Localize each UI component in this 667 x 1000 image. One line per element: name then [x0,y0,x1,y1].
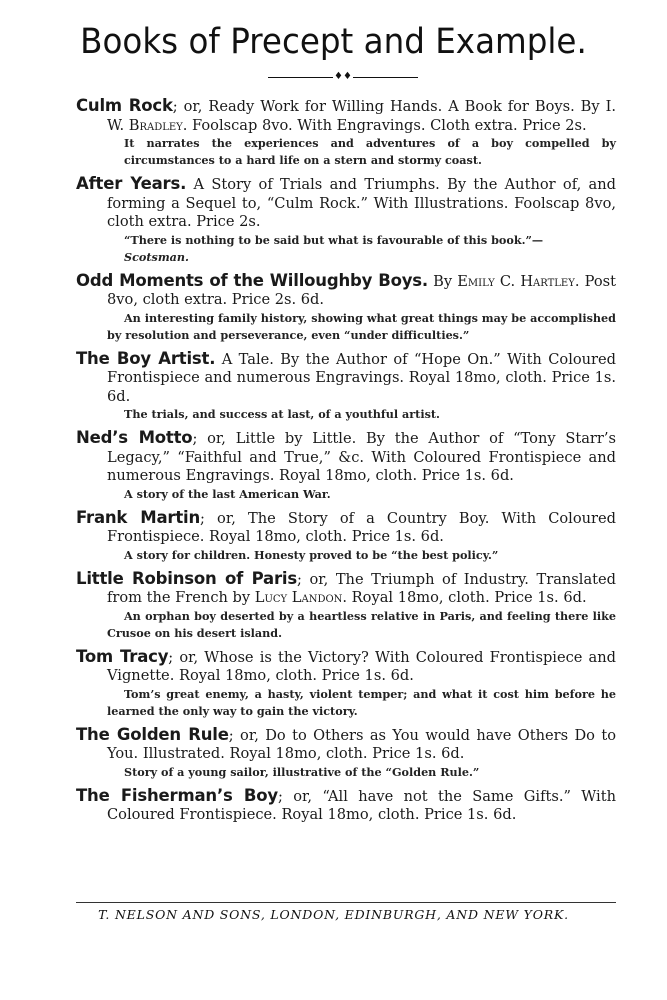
book-title: After Years. [76,174,187,193]
book-description: After Years. A Story of Trials and Triumphs. By the Author of, and forming a Sequel to, “Culm Rock.” With Illustrations. Foolscap 8vo, cloth extra. Price 2s. [76,174,616,230]
book-entry [76,272,616,344]
book-entry [76,787,616,825]
review-source: Scotsman. [124,249,189,264]
book-title: Odd Moments of the Willoughby Boys. [76,270,428,290]
book-description: Tom Tracy; or, Whose is the Victory? With Coloured Frontispiece and Vignette. Royal 18mo, cloth. Price 1s. 6d. [76,646,616,684]
book-title: The Golden Rule [76,724,229,744]
publisher-imprint: T. NELSON AND SONS, LONDON, EDINBURGH, AND NEW YORK. [98,907,569,922]
book-title: Ned’s Motto [76,428,193,447]
book-title: The Boy Artist. [76,348,216,368]
book-note: A story of the last American War. [124,486,331,501]
book-title: Culm Rock [76,96,173,115]
book-entry [76,509,616,564]
book-author: Bradley [128,116,183,134]
book-description: Frank Martin; or, The Story of a Country Boy. With Coloured Frontispiece. Royal 18mo, cloth. Price 1s. 6d. [76,507,616,545]
book-description: The Golden Rule; or, Do to Others as You would have Others Do to You. Illustrated. Royal 18mo, cloth. Price 1s. 6d. [76,724,616,762]
book-description: Ned’s Motto; or, Little by Little. By the Author of “Tony Starr’s Legacy,” “Faithful and True,” &c. With Coloured Frontispiece and numerous Engravings. Royal 18mo, cloth. Price 1s. 6d. [76,428,616,484]
book-title: Tom Tracy [76,646,169,666]
book-author: Lucy Landon [254,589,343,606]
book-note: It narrates the experiences and adventures of a boy compelled by circumstances to a hard life on a stern and stormy coast. [124,136,616,167]
diamond-ornament-icon: ♦♦ [334,71,352,82]
book-note: The trials, and success at last, of a youthful artist. [124,407,440,421]
book-description: The Fisherman’s Boy; or, “All have not the Same Gifts.” With Coloured Frontispiece. Royal 18mo, cloth. Price 1s. 6d. [76,785,616,823]
book-note: “There is nothing to be said but what is favourable of this book.”— Scotsman. [124,232,544,264]
book-entry [76,726,616,781]
book-entry [76,175,616,266]
book-note: A story for children. Honesty proved to be “the best policy.” [124,547,499,562]
book-description: The Boy Artist. A Tale. By the Author of “Hope On.” With Coloured Frontispiece and numerous Engravings. Royal 18mo, cloth. Price 1s. 6d. [76,348,616,405]
book-title: Frank Martin [76,507,201,527]
book-entry [76,570,616,642]
book-list [76,97,616,831]
footer-rule [76,902,616,903]
book-entry [76,648,616,720]
book-entry [76,97,616,169]
book-title: The Fisherman’s Boy [76,785,278,805]
page-title: Books of Precept and Example. [80,22,587,62]
book-description: Little Robinson of Paris; or, The Triumph of Industry. Translated from the French by Lucy Landon. Royal 18mo, cloth. Price 1s. 6d. [76,568,616,606]
book-title: Little Robinson of Paris [76,568,298,588]
book-description: Odd Moments of the Willoughby Boys. By Emily C. Hartley. Post 8vo, cloth extra. Price 2s. 6d. [76,270,616,308]
book-entry [76,350,616,424]
book-entry [76,429,616,503]
book-author: Emily C. Hartley [457,272,575,290]
book-note: Tom’s great enemy, a hasty, violent temper; and what it cost him before he learned the only way to gain the victory. [107,686,616,718]
book-note: Story of a young sailor, illustrative of the “Golden Rule.” [124,764,480,779]
book-note: An interesting family history, showing what great things may be accomplished by resolution and perseverance, even “under difficulties.” [107,310,616,342]
book-description: Culm Rock; or, Ready Work for Willing Hands. A Book for Boys. By I. W. Bradley. Foolscap 8vo. With Engravings. Cloth extra. Price 2s. [76,96,616,134]
book-note: An orphan boy deserted by a heartless relative in Paris, and feeling there like Crusoe on his desert island. [107,608,616,640]
